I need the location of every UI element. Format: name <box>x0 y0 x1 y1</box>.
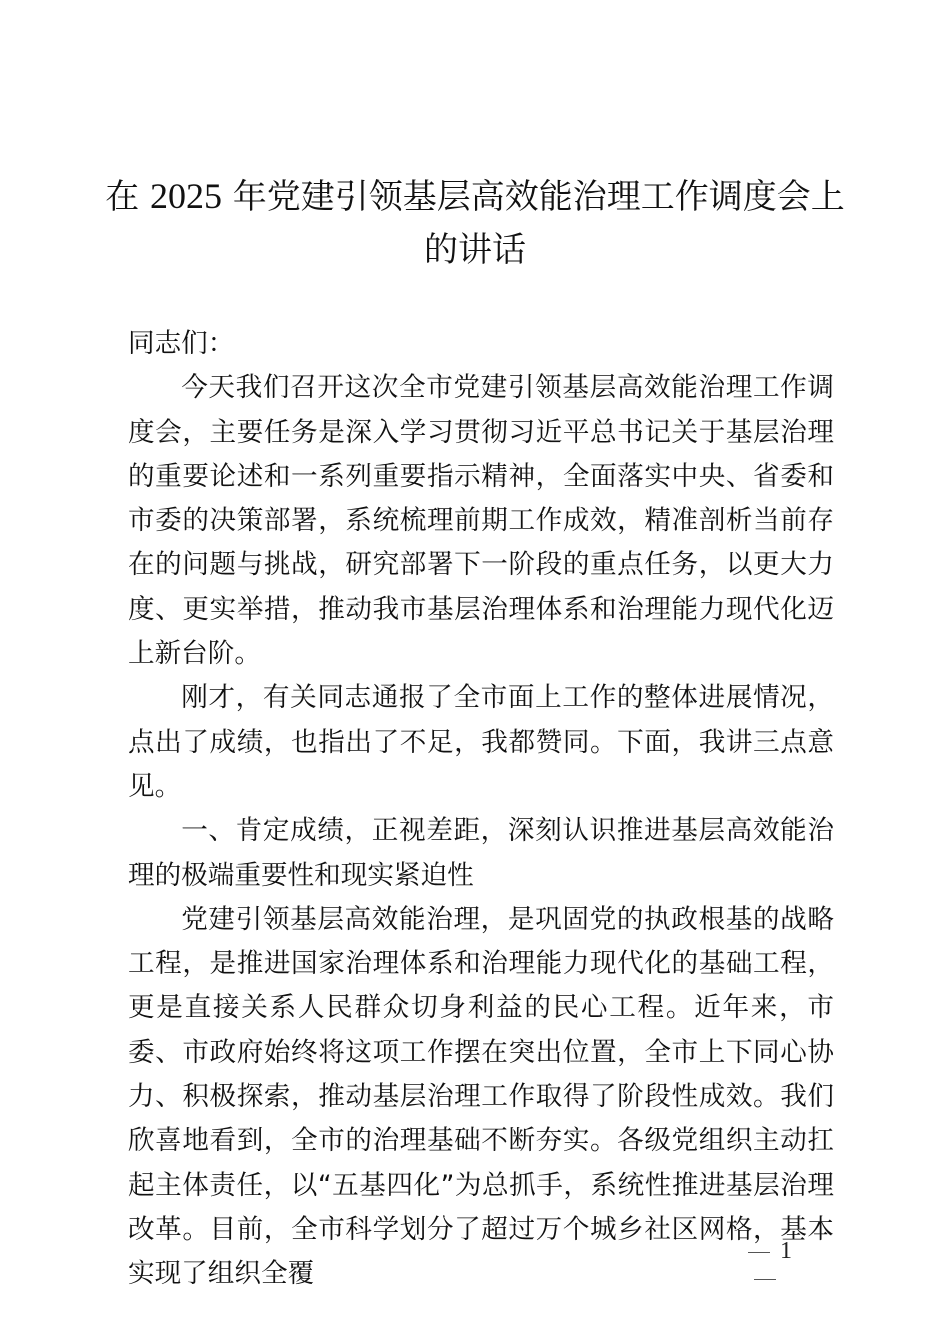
section-heading: 一、肯定成绩，正视差距，深刻认识推进基层高效能治理的极端重要性和现实紧迫性 <box>128 815 834 891</box>
title-rest: 年党建引领基层高效能治理工作调度会上的讲话 <box>222 177 845 270</box>
page-number: 1 <box>780 1238 792 1264</box>
document-body <box>128 322 834 1297</box>
document-title <box>100 170 850 277</box>
page-number-footer <box>720 1238 810 1292</box>
salutation: 同志们： <box>128 328 235 359</box>
title-year: 2025 <box>150 176 222 216</box>
title-prefix: 在 <box>105 177 150 217</box>
right-dash <box>754 1279 776 1280</box>
left-dash <box>748 1252 770 1253</box>
paragraph-opening: 今天我们召开这次全市党建引领基层高效能治理工作调度会，主要任务是深入学习贯彻习近平总书记关于基层治理的重要论述和一系列重要指示精神，全面落实中央、省委和市委的决策部署，系统梳理前期工作成效，精准剖析当前存在的问题与挑战，研究部署下一阶段的重点任务，以更大力度、更实举措，推动我市基层治理体系和治理能力现代化迈上新台阶。 <box>128 372 834 670</box>
paragraph-summary: 刚才，有关同志通报了全市面上工作的整体进展情况，点出了成绩，也指出了不足，我都赞同。下面，我讲三点意见。 <box>128 682 834 802</box>
section-paragraph: 党建引领基层高效能治理，是巩固党的执政根基的战略工程，是推进国家治理体系和治理能力现代化的基础工程，更是直接关系人民群众切身利益的民心工程。近年来，市委、市政府始终将这项工作摆在突出位置，全市上下同心协力、积极探索，推动基层治理工作取得了阶段性成效。我们欣喜地看到，全市的治理基础不断夯实。各级党组织主动扛起主体责任，以“五基四化”为总抓手，系统性推进基层治理改革。目前，全市科学划分了超过万个城乡社区网格，基本实现了组织全覆 <box>128 903 834 1290</box>
